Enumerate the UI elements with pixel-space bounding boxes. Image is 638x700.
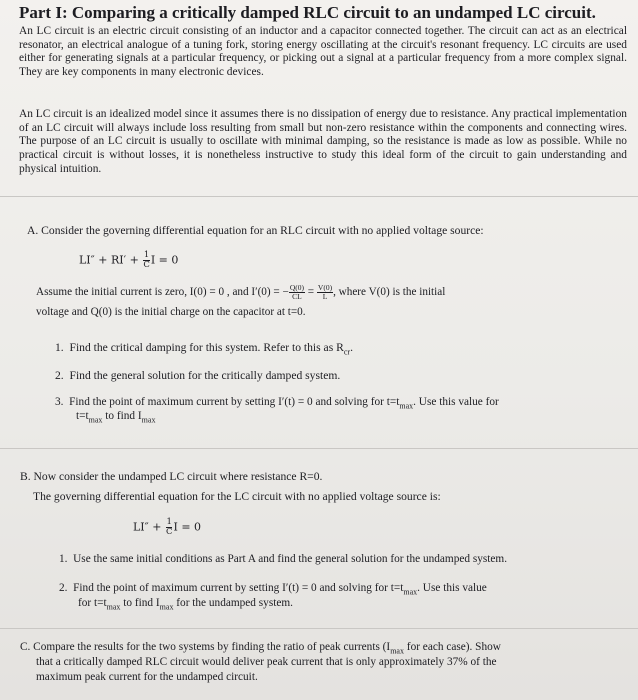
equation-lhs: LI″ + RI′ + (79, 253, 143, 267)
part-c-line-2: that a critically damped RLC circuit would deliver peak current that is only approximately 37% of the (36, 656, 497, 668)
part-a-item-2: 2. Find the general solution for the critically damped system. (55, 369, 341, 382)
part-a-item-3: 3. Find the point of maximum current by setting I′(t) = 0 and solving for $t=t_{max}$. Use this value for (55, 396, 499, 411)
intro-paragraph-2: An LC circuit is an idealized model since it assumes there is no dissipation of energy due to resistance. Any practical implementation of an LC circuit will always include loss resulting from small but non-zero resistance within the components and connecting wires. The purpose of an LC circuit is usually to oscillate with minimal damping, so the resistance is made as low as possible. While no practical circuit is without losses, it is nonetheless instructive to study this ideal form of the circuit to gain understanding and physical intuition. (19, 108, 627, 175)
part-c-line-3: maximum peak current for the undamped circuit. (36, 671, 258, 683)
part-c-line-1: C. Compare the results for the two systems by finding the ratio of peak currents ($I_{max}$ for each case). Show (20, 641, 501, 656)
part-a-heading: A. Consider the governing differential equation for an RLC circuit with no applied voltage source: (27, 224, 484, 237)
part-b-item-2-line2: for $t=t_{max}$ to find $I_{max}$ for the undamped system. (78, 597, 293, 612)
part-a-equation: LI″ + RI′ + $\frac{1}{C}$ I = 0 (79, 250, 179, 270)
section-divider (0, 628, 638, 629)
section-divider (0, 448, 638, 449)
fraction-q-over-cl: $\frac{Q(0)}{CL}$ (289, 283, 304, 301)
part-a-assumption: Assume the initial current is zero, I(0) = 0 , and I′(0) = − $\frac{Q(0)}{CL}$ = $\frac{V(0)}{L}$ , where V(0) is the initial (36, 283, 446, 301)
section-divider (0, 196, 638, 197)
part-a-item-3-line2: $t=t_{max}$ to find $I_{max}$ (76, 410, 156, 425)
part-a-assumption-line2: voltage and Q(0) is the initial charge on the capacitor at t=0. (36, 306, 306, 318)
part-b-equation: LI″ + $\frac{1}{C}$ I = 0 (133, 517, 202, 537)
intro-paragraph-1: An LC circuit is an electric circuit consisting of an inductor and a capacitor connected together. The circuit can act as an electrical resonator, an electrical analogue of a tuning fork, storing energy oscillating at the circuit's resonant frequency. LC circuits are used either for generating signals at a particular frequency, or picking out a signal at a particular frequency from a more complex signal. They are key components in many electronic devices. (19, 25, 627, 79)
part-b-item-1: 1. Use the same initial conditions as Part A and find the general solution for the undamped system. (59, 553, 508, 565)
fraction-v-over-l: $\frac{V(0)}{L}$ (317, 283, 333, 301)
part-b-item-2: 2. Find the point of maximum current by setting I′(t) = 0 and solving for $t=t_{max}$. Use this value (59, 582, 487, 597)
part-b-heading: B. Now consider the undamped LC circuit where resistance R=0. (20, 470, 323, 483)
part-b-subheading: The governing differential equation for the LC circuit with no applied voltage source is: (33, 490, 441, 503)
equation-fraction: $\frac{1}{C}$ (165, 517, 173, 537)
part-a-item-1: 1. Find the critical damping for this system. Refer to this as $R_{cr}$. (55, 341, 353, 357)
page-title: Part I: Comparing a critically damped RLC circuit to an undamped LC circuit. (19, 3, 596, 22)
equation-fraction: $\frac{1}{C}$ (143, 250, 150, 270)
